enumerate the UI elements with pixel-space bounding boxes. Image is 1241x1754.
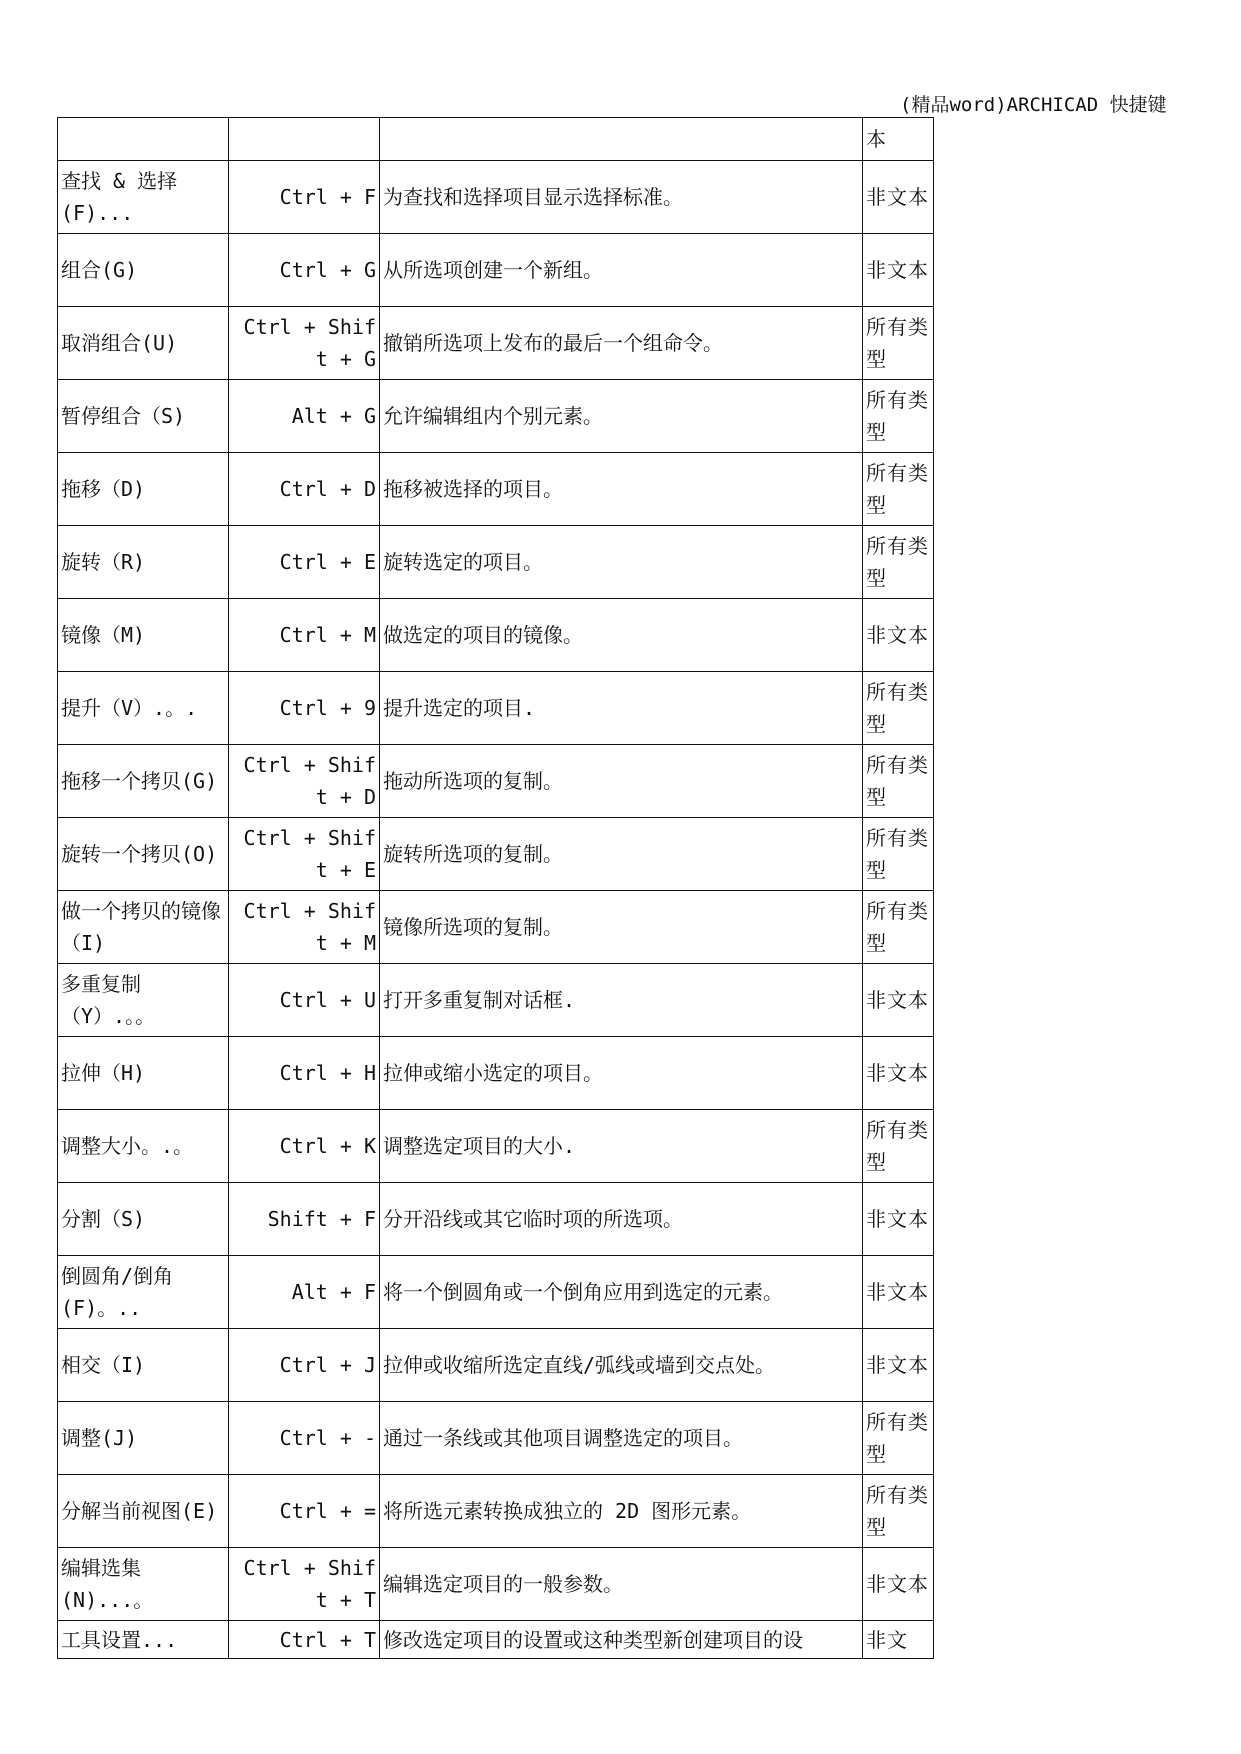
command-cell: 提升（V）.。. (58, 672, 229, 745)
type-cell: 所有类型 (863, 380, 934, 453)
table-row (58, 1037, 934, 1110)
shortcut-cell: Ctrl + G (229, 234, 380, 307)
shortcut-cell: Ctrl + Shift + G (229, 307, 380, 380)
table-row (58, 1548, 934, 1621)
type-cell: 非文本 (863, 964, 934, 1037)
type-cell: 非文本 (863, 1548, 934, 1621)
shortcut-cell: Ctrl + K (229, 1110, 380, 1183)
table-row (58, 307, 934, 380)
shortcut-cell: Ctrl + J (229, 1329, 380, 1402)
description-cell: 拉伸或收缩所选定直线/弧线或墙到交点处。 (380, 1329, 863, 1402)
command-cell: 暂停组合（S) (58, 380, 229, 453)
description-cell: 拖移被选择的项目。 (380, 453, 863, 526)
type-cell: 所有类型 (863, 672, 934, 745)
command-cell: 工具设置... (58, 1621, 229, 1659)
table-row (58, 453, 934, 526)
command-cell: 做一个拷贝的镜像（I) (58, 891, 229, 964)
shortcut-cell: Ctrl + M (229, 599, 380, 672)
table-row (58, 1621, 934, 1659)
command-cell: 调整(J) (58, 1402, 229, 1475)
shortcut-cell (229, 118, 380, 161)
description-cell: 将一个倒圆角或一个倒角应用到选定的元素。 (380, 1256, 863, 1329)
table-row (58, 745, 934, 818)
shortcut-cell: Ctrl + H (229, 1037, 380, 1110)
table-row (58, 818, 934, 891)
shortcut-cell: Ctrl + Shift + T (229, 1548, 380, 1621)
command-cell: 多重复制（Y）.。。 (58, 964, 229, 1037)
type-cell: 非文本 (863, 1256, 934, 1329)
type-cell: 所有类型 (863, 526, 934, 599)
command-cell: 相交（I) (58, 1329, 229, 1402)
table-row (58, 234, 934, 307)
shortcut-cell: Ctrl + Shift + D (229, 745, 380, 818)
command-cell: 镜像（M) (58, 599, 229, 672)
shortcut-cell: Ctrl + D (229, 453, 380, 526)
table-row (58, 1329, 934, 1402)
table-row (58, 526, 934, 599)
command-cell: 查找 & 选择(F)... (58, 161, 229, 234)
shortcut-cell: Ctrl + Shift + M (229, 891, 380, 964)
description-cell: 允许编辑组内个别元素。 (380, 380, 863, 453)
type-cell: 所有类型 (863, 891, 934, 964)
command-cell: 分割（S) (58, 1183, 229, 1256)
shortcut-cell: Shift + F (229, 1183, 380, 1256)
type-cell: 所有类型 (863, 307, 934, 380)
shortcut-cell: Ctrl + = (229, 1475, 380, 1548)
table-row (58, 891, 934, 964)
description-cell: 调整选定项目的大小. (380, 1110, 863, 1183)
description-cell: 旋转选定的项目。 (380, 526, 863, 599)
type-cell: 非文本 (863, 1037, 934, 1110)
description-cell: 做选定的项目的镜像。 (380, 599, 863, 672)
description-cell: 拉伸或缩小选定的项目。 (380, 1037, 863, 1110)
shortcut-cell: Ctrl + - (229, 1402, 380, 1475)
command-cell: 旋转一个拷贝(O) (58, 818, 229, 891)
table-row (58, 161, 934, 234)
table-row (58, 672, 934, 745)
shortcut-cell: Ctrl + 9 (229, 672, 380, 745)
command-cell: 拖移（D) (58, 453, 229, 526)
command-cell (58, 118, 229, 161)
shortcut-cell: Ctrl + U (229, 964, 380, 1037)
type-cell: 所有类型 (863, 745, 934, 818)
table-row (58, 118, 934, 161)
shortcut-cell: Ctrl + Shift + E (229, 818, 380, 891)
table-row (58, 1256, 934, 1329)
command-cell: 拉伸（H) (58, 1037, 229, 1110)
description-cell (380, 118, 863, 161)
type-cell: 所有类型 (863, 1402, 934, 1475)
description-cell: 提升选定的项目. (380, 672, 863, 745)
type-cell: 非文本 (863, 599, 934, 672)
description-cell: 打开多重复制对话框. (380, 964, 863, 1037)
table-row (58, 380, 934, 453)
command-cell: 倒圆角/倒角(F)。.. (58, 1256, 229, 1329)
description-cell: 修改选定项目的设置或这种类型新创建项目的设 (380, 1621, 863, 1659)
command-cell: 编辑选集(N)...。 (58, 1548, 229, 1621)
type-cell: 所有类型 (863, 453, 934, 526)
description-cell: 为查找和选择项目显示选择标准。 (380, 161, 863, 234)
description-cell: 拖动所选项的复制。 (380, 745, 863, 818)
table-row (58, 1475, 934, 1548)
table-row (58, 599, 934, 672)
shortcut-cell: Ctrl + F (229, 161, 380, 234)
command-cell: 拖移一个拷贝(G) (58, 745, 229, 818)
type-cell: 非文 (863, 1621, 934, 1659)
table-row (58, 1183, 934, 1256)
description-cell: 通过一条线或其他项目调整选定的项目。 (380, 1402, 863, 1475)
description-cell: 撤销所选项上发布的最后一个组命令。 (380, 307, 863, 380)
table-row (58, 1110, 934, 1183)
description-cell: 分开沿线或其它临时项的所选项。 (380, 1183, 863, 1256)
shortcut-cell: Alt + G (229, 380, 380, 453)
document-header: (精品word)ARCHICAD 快捷键 (900, 94, 1167, 116)
type-cell: 所有类型 (863, 1475, 934, 1548)
description-cell: 旋转所选项的复制。 (380, 818, 863, 891)
description-cell: 将所选元素转换成独立的 2D 图形元素。 (380, 1475, 863, 1548)
command-cell: 分解当前视图(E) (58, 1475, 229, 1548)
type-cell: 非文本 (863, 1183, 934, 1256)
description-cell: 从所选项创建一个新组。 (380, 234, 863, 307)
command-cell: 组合(G) (58, 234, 229, 307)
table-row (58, 964, 934, 1037)
type-cell: 所有类型 (863, 818, 934, 891)
type-cell: 非文本 (863, 234, 934, 307)
table-row (58, 1402, 934, 1475)
shortcut-cell: Ctrl + E (229, 526, 380, 599)
command-cell: 调整大小。.。 (58, 1110, 229, 1183)
description-cell: 镜像所选项的复制。 (380, 891, 863, 964)
description-cell: 编辑选定项目的一般参数。 (380, 1548, 863, 1621)
shortcut-cell: Ctrl + T (229, 1621, 380, 1659)
shortcut-table (57, 117, 934, 1659)
shortcut-cell: Alt + F (229, 1256, 380, 1329)
type-cell: 非文本 (863, 1329, 934, 1402)
type-cell: 本 (863, 118, 934, 161)
command-cell: 旋转（R) (58, 526, 229, 599)
type-cell: 非文本 (863, 161, 934, 234)
type-cell: 所有类型 (863, 1110, 934, 1183)
command-cell: 取消组合(U) (58, 307, 229, 380)
